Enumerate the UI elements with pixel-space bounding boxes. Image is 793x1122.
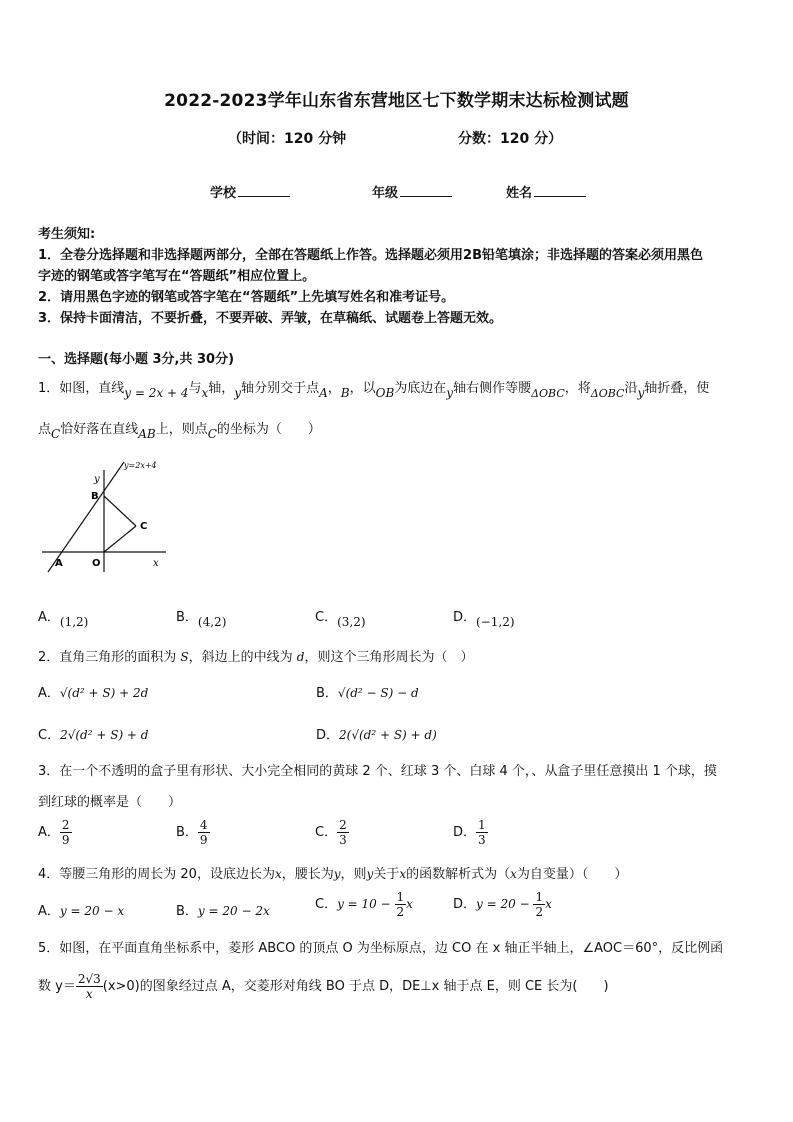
question-5-line-1: 5．如图，在平面直角坐标系中，菱形 ABCO 的顶点 O 为坐标原点，边 CO 在 x 轴正半轴上，∠AOC＝60°，反比例函 bbox=[38, 941, 724, 956]
q1-option-c[interactable] bbox=[315, 606, 366, 629]
option-label: C． bbox=[38, 728, 61, 743]
school-blank bbox=[238, 196, 290, 197]
q1-math: y bbox=[234, 386, 242, 400]
option-value: x bbox=[406, 897, 413, 911]
q3-option-a[interactable] bbox=[38, 818, 72, 847]
question-1-line-1 bbox=[38, 377, 710, 400]
fraction-denominator: 2 bbox=[396, 905, 405, 919]
q1-math: A bbox=[319, 386, 328, 400]
option-label: A． bbox=[38, 904, 60, 919]
q2-math: S bbox=[180, 650, 189, 664]
option-value: 2√(d² + S) + d bbox=[60, 728, 149, 742]
option-label: C． bbox=[315, 897, 338, 912]
q4-math: x bbox=[510, 867, 517, 881]
q1-math: C bbox=[207, 427, 217, 441]
q2-option-a[interactable] bbox=[38, 682, 148, 701]
q1-text: 沿 bbox=[624, 381, 638, 396]
option-label: D． bbox=[453, 610, 477, 625]
option-label: C． bbox=[315, 825, 338, 840]
point-b-label: B bbox=[91, 491, 99, 502]
q4-text: ，则 bbox=[340, 867, 367, 882]
option-label: A． bbox=[38, 825, 60, 840]
notice-line: 1．全卷分选择题和非选择题两部分，全部在答题纸上作答。选择题必须用2B铅笔填涂；非选择题的答案必须用黑色 bbox=[38, 248, 704, 263]
q4-math: x bbox=[274, 867, 282, 881]
q1-text: 的坐标为（ ） bbox=[216, 422, 321, 437]
q1-text: ， bbox=[327, 381, 341, 396]
q1-figure bbox=[38, 456, 178, 578]
option-value: x bbox=[545, 897, 552, 911]
fraction-denominator: 3 bbox=[478, 833, 486, 847]
q4-text: 的函数解析式为（ bbox=[406, 867, 511, 882]
q1-text: 为底边在 bbox=[394, 381, 447, 396]
grade-label: 年级 bbox=[372, 186, 399, 201]
q1-math: C bbox=[51, 427, 61, 441]
option-value: (3,2) bbox=[337, 615, 366, 629]
option-fraction bbox=[337, 818, 349, 847]
fraction-denominator: 9 bbox=[199, 833, 208, 847]
option-label: D． bbox=[453, 825, 477, 840]
question-3-line-2: 到红球的概率是（ ） bbox=[38, 795, 182, 810]
q1-math: y bbox=[637, 386, 645, 400]
grade-blank bbox=[400, 196, 452, 197]
fraction-numerator: 1 bbox=[535, 890, 544, 904]
q1-text: 与 bbox=[188, 381, 202, 396]
q1-option-d[interactable] bbox=[453, 606, 515, 629]
segment-bc bbox=[104, 496, 136, 526]
q1-math: OB bbox=[375, 386, 395, 400]
name-field bbox=[506, 182, 586, 201]
fraction-denominator: x bbox=[85, 987, 93, 1001]
q1-math: AB bbox=[138, 427, 156, 441]
q1-math: ΔOBC bbox=[590, 387, 625, 400]
option-label: A． bbox=[38, 610, 60, 625]
q2-option-c[interactable] bbox=[38, 724, 148, 743]
q2-text: ，斜边上的中线为 bbox=[188, 650, 297, 665]
exam-time: （时间：120 分钟 bbox=[228, 131, 347, 147]
option-label: B． bbox=[176, 825, 198, 840]
question-1-line-2 bbox=[38, 418, 321, 441]
fraction-numerator: 2 bbox=[61, 818, 70, 832]
section-heading: 一、选择题(每小题 3分,共 30分) bbox=[38, 352, 235, 367]
q5-text: (x>0)的图象经过点 A，交菱形对角线 BO 于点 D，DE⊥x 轴于点 E，则 CE 长为( ) bbox=[102, 979, 609, 994]
fraction-denominator: 2 bbox=[535, 905, 544, 919]
q5-fraction bbox=[76, 972, 103, 1001]
option-value: y = 10 − bbox=[337, 897, 395, 911]
question-3-line-1: 3．在一个不透明的盒子里有形状、大小完全相同的黄球 2 个、红球 3 个、白球 4 个，、从盒子里任意摸出 1 个球，摸 bbox=[38, 764, 717, 779]
option-fraction bbox=[60, 818, 72, 847]
q2-text: ，则这个三角形周长为（ ） bbox=[304, 650, 474, 665]
q4-text: 关于 bbox=[373, 867, 400, 882]
notice-line: 3．保持卡面清洁，不要折叠，不要弄破、弄皱，在草稿纸、试题卷上答题无效。 bbox=[38, 311, 503, 326]
q2-option-b[interactable] bbox=[316, 682, 419, 701]
fraction-numerator: 2 bbox=[339, 818, 347, 832]
option-value: √(d² − S) − d bbox=[337, 686, 419, 700]
notice-heading: 考生须知: bbox=[38, 227, 96, 242]
q1-text: ，以 bbox=[349, 381, 376, 396]
q4-option-a[interactable] bbox=[38, 900, 124, 919]
q3-option-b[interactable] bbox=[176, 818, 210, 847]
q1-math: x bbox=[201, 386, 209, 400]
option-label: B． bbox=[176, 610, 198, 625]
q1-text: 轴分别交于点 bbox=[241, 381, 320, 396]
q2-math: d bbox=[296, 650, 305, 664]
exam-title: 2022-2023学年山东省东营地区七下数学期末达标检测试题 bbox=[164, 91, 629, 111]
q1-option-b[interactable] bbox=[176, 606, 227, 629]
option-fraction bbox=[198, 818, 210, 847]
notice-line: 字迹的钢笔或答字笔写在“答题纸”相应位置上。 bbox=[38, 269, 316, 284]
q1-text: 轴右侧作等腰 bbox=[453, 381, 532, 396]
option-label: B． bbox=[316, 686, 338, 701]
q1-text: 轴折叠，使 bbox=[644, 381, 710, 396]
q4-math: y bbox=[333, 867, 341, 881]
q1-text: 轴， bbox=[208, 381, 235, 396]
q4-option-d[interactable] bbox=[453, 890, 552, 919]
q4-math: y bbox=[366, 867, 374, 881]
q1-math: y bbox=[446, 386, 454, 400]
option-label: D． bbox=[453, 897, 477, 912]
q1-equation: y = 2x + 4 bbox=[124, 386, 189, 400]
fraction-numerator: 1 bbox=[396, 890, 405, 904]
q1-math: ΔOBC bbox=[531, 387, 565, 400]
y-axis-label: y bbox=[94, 474, 100, 485]
option-label: A． bbox=[38, 686, 60, 701]
exam-notice bbox=[38, 224, 758, 329]
question-4 bbox=[38, 863, 627, 882]
point-o-label: O bbox=[92, 558, 101, 569]
option-value: y = 20 − x bbox=[59, 904, 125, 918]
q1-text: 上，则点 bbox=[155, 422, 208, 437]
name-blank bbox=[534, 196, 586, 197]
q1-option-a[interactable] bbox=[38, 606, 89, 629]
q1-text: 恰好落在直线 bbox=[60, 422, 139, 437]
q2-option-d[interactable] bbox=[316, 724, 437, 743]
option-value: √(d² + S) + 2d bbox=[59, 686, 149, 700]
fraction-numerator: 4 bbox=[199, 818, 208, 832]
point-c-label: C bbox=[140, 521, 148, 532]
q4-text: ，腰长为 bbox=[281, 867, 334, 882]
q5-text: 数 y＝ bbox=[38, 979, 76, 994]
option-label: C． bbox=[315, 610, 338, 625]
q3-option-d[interactable] bbox=[453, 818, 488, 847]
fraction-denominator: 9 bbox=[61, 833, 70, 847]
option-label: B． bbox=[176, 904, 198, 919]
option-value: y = 20 − bbox=[476, 897, 534, 911]
point-a-label: A bbox=[55, 558, 63, 569]
name-label: 姓名 bbox=[506, 186, 533, 201]
q3-option-c[interactable] bbox=[315, 818, 349, 847]
notice-line: 2．请用黑色字迹的钢笔或答字笔在“答题纸”上先填写姓名和准考证号。 bbox=[38, 290, 455, 305]
fraction-numerator: 2√3 bbox=[77, 972, 101, 986]
line-ab bbox=[48, 462, 124, 572]
fraction-denominator: 3 bbox=[339, 833, 347, 847]
option-label: D． bbox=[316, 728, 340, 743]
q4-text: 4．等腰三角形的周长为 20，设底边长为 bbox=[38, 867, 275, 882]
q2-text: 2．直角三角形的面积为 bbox=[38, 650, 181, 665]
option-value: 2(√(d² + S) + d) bbox=[339, 728, 437, 742]
q4-option-b[interactable] bbox=[176, 900, 270, 919]
q1-text: 点 bbox=[38, 422, 52, 437]
option-value: (−1,2) bbox=[476, 615, 515, 629]
grade-field bbox=[372, 182, 452, 201]
option-value: (4,2) bbox=[197, 615, 227, 629]
school-field bbox=[210, 182, 290, 201]
option-fraction bbox=[476, 818, 488, 847]
question-2 bbox=[38, 646, 473, 665]
q1-text: 1．如图，直线 bbox=[38, 381, 125, 396]
q4-option-c[interactable] bbox=[315, 890, 413, 919]
option-fraction bbox=[533, 890, 545, 919]
option-value: (1,2) bbox=[59, 615, 89, 629]
exam-score: 分数：120 分） bbox=[458, 131, 563, 147]
question-5-line-2 bbox=[38, 972, 609, 1001]
q4-text: 为自变量）（ ） bbox=[516, 867, 628, 882]
line-equation-label: y=2x+4 bbox=[124, 461, 157, 470]
option-fraction bbox=[395, 890, 407, 919]
option-value: y = 20 − 2x bbox=[197, 904, 270, 918]
x-axis-label: x bbox=[153, 558, 159, 569]
fraction-numerator: 1 bbox=[478, 818, 486, 832]
segment-co bbox=[104, 526, 136, 552]
q1-math: B bbox=[340, 386, 350, 400]
school-label: 学校 bbox=[210, 186, 237, 201]
q4-math: x bbox=[399, 867, 407, 881]
q1-text: ，将 bbox=[564, 381, 591, 396]
